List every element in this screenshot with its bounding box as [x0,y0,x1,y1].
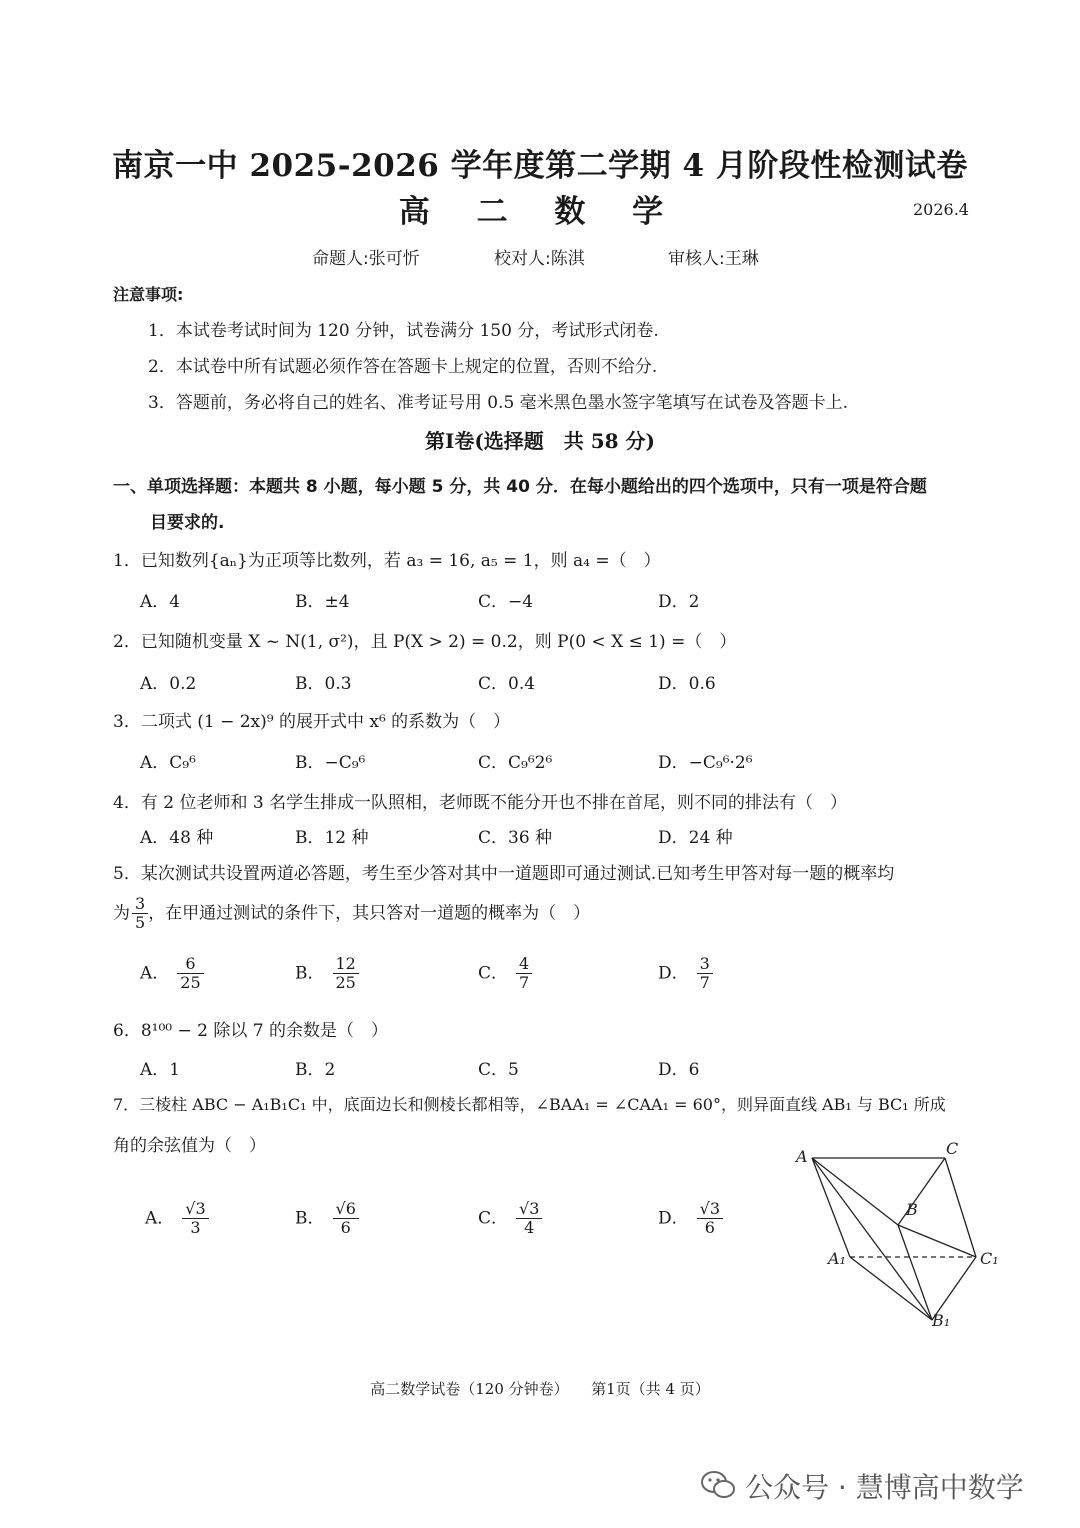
question-5-stem-suffix: ，在甲通过测试的条件下，其只答对一道题的概率为（ ） [148,903,591,924]
question-4-option-c: C．36 种 [478,828,553,848]
question-3-option-b: B．−C₉⁶ [295,753,366,773]
label-b: B [906,1200,918,1219]
question-5-stem-line2 [113,895,590,933]
question-7-option-b: B． $\frac{√6}{6}$ [295,1200,359,1238]
edge-bb1 [898,1225,932,1320]
exam-date: 2026.4 [913,200,969,219]
question-3-stem: 3．二项式 (1 − 2x)⁹ 的展开式中 x⁶ 的系数为（ ） [113,712,511,732]
question-2-option-c: C．0.4 [478,674,536,694]
label-c: C [946,1139,959,1158]
label-a: A [796,1147,808,1166]
exam-title: 南京一中 2025-2026 学年度第二学期 4 月阶段性检测试卷 [112,148,968,184]
question-1-option-b: B．±4 [295,592,350,612]
question-2-option-d: D．0.6 [658,674,716,694]
question-6-option-c: C．5 [478,1060,519,1080]
label-a1: A₁ [828,1249,846,1268]
wechat-icon [700,1470,736,1500]
question-3-option-d: D．−C₉⁶·2⁶ [658,753,753,773]
part1-heading-line1: 一、单项选择题：本题共 8 小题，每小题 5 分，共 40 分．在每小题给出的四个选项中，只有一项是符合题 [113,477,927,497]
question-2-option-b: B．0.3 [295,674,352,694]
setter: 命题人:张可忻 [312,249,420,269]
label-c1: C₁ [980,1249,999,1268]
question-1-option-a: A．4 [140,592,181,612]
question-6-option-a: A．1 [140,1060,181,1080]
label-b1: B₁ [932,1311,951,1330]
question-7-stem-line2: 角的余弦值为（ ） [113,1136,266,1156]
watermark-text: 公众号 · 慧博高中数学 [745,1471,1024,1504]
question-7-option-a: A． $\frac{√3}{3}$ [145,1200,209,1238]
notice-heading: 注意事项: [113,285,184,304]
question-2-stem: 2．已知随机变量 X ~ N(1, σ²)，且 P(X > 2) = 0.2，则 P(0 < X ≤ 1) =（ ） [113,632,737,652]
question-4-option-d: D．24 种 [658,828,733,848]
question-5-option-a: A． $\frac{6}{25}$ [140,955,204,993]
question-6-stem: 6．8¹⁰⁰ − 2 除以 7 的余数是（ ） [113,1021,388,1041]
question-5-stem-prefix: 为 [113,903,130,924]
question-5-option-b: B． $\frac{12}{25}$ [295,955,359,993]
question-5-stem-line1: 5．某次测试共设置两道必答题，考生至少答对其中一道题即可通过测试.已知考生甲答对每一题的概率均 [113,864,895,884]
proofreader: 校对人:陈淇 [494,249,585,269]
question-5-frac-num: 3 [132,895,148,914]
question-1-option-c: C．−4 [478,592,534,612]
page-footer: 高二数学试卷（120 分钟卷） 第1页（共 4 页） [370,1380,710,1398]
question-2-option-a: A．0.2 [140,674,197,694]
edge-cc1 [945,1158,976,1257]
question-6-option-b: B．2 [295,1060,336,1080]
notice-item-2: 2．本试卷中所有试题必须作答在答题卡上规定的位置，否则不给分. [148,357,658,377]
question-4-option-b: B．12 种 [295,828,369,848]
question-6-option-d: D．6 [658,1060,700,1080]
question-4-stem: 4．有 2 位老师和 3 名学生排成一队照相，老师既不能分开也不排在首尾，则不同的排法有（ ） [113,793,848,813]
question-3-option-a: A．C₉⁶ [140,753,196,773]
question-7-option-c: C． $\frac{√3}{4}$ [478,1200,542,1238]
section-title: 第Ⅰ卷(选择题 共 58 分) [424,429,656,453]
question-5-frac-den: 5 [135,913,146,933]
part1-heading-line2: 目要求的. [150,513,225,533]
notice-item-1: 1．本试卷考试时间为 120 分钟，试卷满分 150 分，考试形式闭卷. [148,321,659,341]
question-4-option-a: A．48 种 [140,828,214,848]
edge-a1b1 [850,1257,932,1320]
question-1-stem: 1．已知数列{aₙ}为正项等比数列，若 a₃ = 16, a₅ = 1，则 a₄ =（ ） [113,551,661,571]
question-7-stem-line1: 7．三棱柱 ABC − A₁B₁C₁ 中，底面边长和侧棱长都相等，∠BAA₁ = ∠CAA₁ = 60°，则异面直线 AB₁ 与 BC₁ 所成 [113,1095,946,1114]
question-7-option-d: D． $\frac{√3}{6}$ [658,1200,723,1238]
prism-figure [790,1130,1010,1330]
question-1-option-d: D．2 [658,592,700,612]
question-3-option-c: C．C₉⁶2⁶ [478,753,553,773]
question-5-option-c: C． $\frac{4}{7}$ [478,955,532,993]
question-5-option-d: D． $\frac{3}{7}$ [658,955,713,993]
diag-bc1 [898,1225,976,1257]
diag-ab1 [812,1158,932,1320]
subject-title: 高 二 数 学 [398,194,682,230]
reviewer: 审核人:王琳 [668,249,759,269]
notice-item-3: 3．答题前，务必将自己的姓名、准考证号用 0.5 毫米黑色墨水签字笔填写在试卷及答题卡上. [148,393,849,413]
